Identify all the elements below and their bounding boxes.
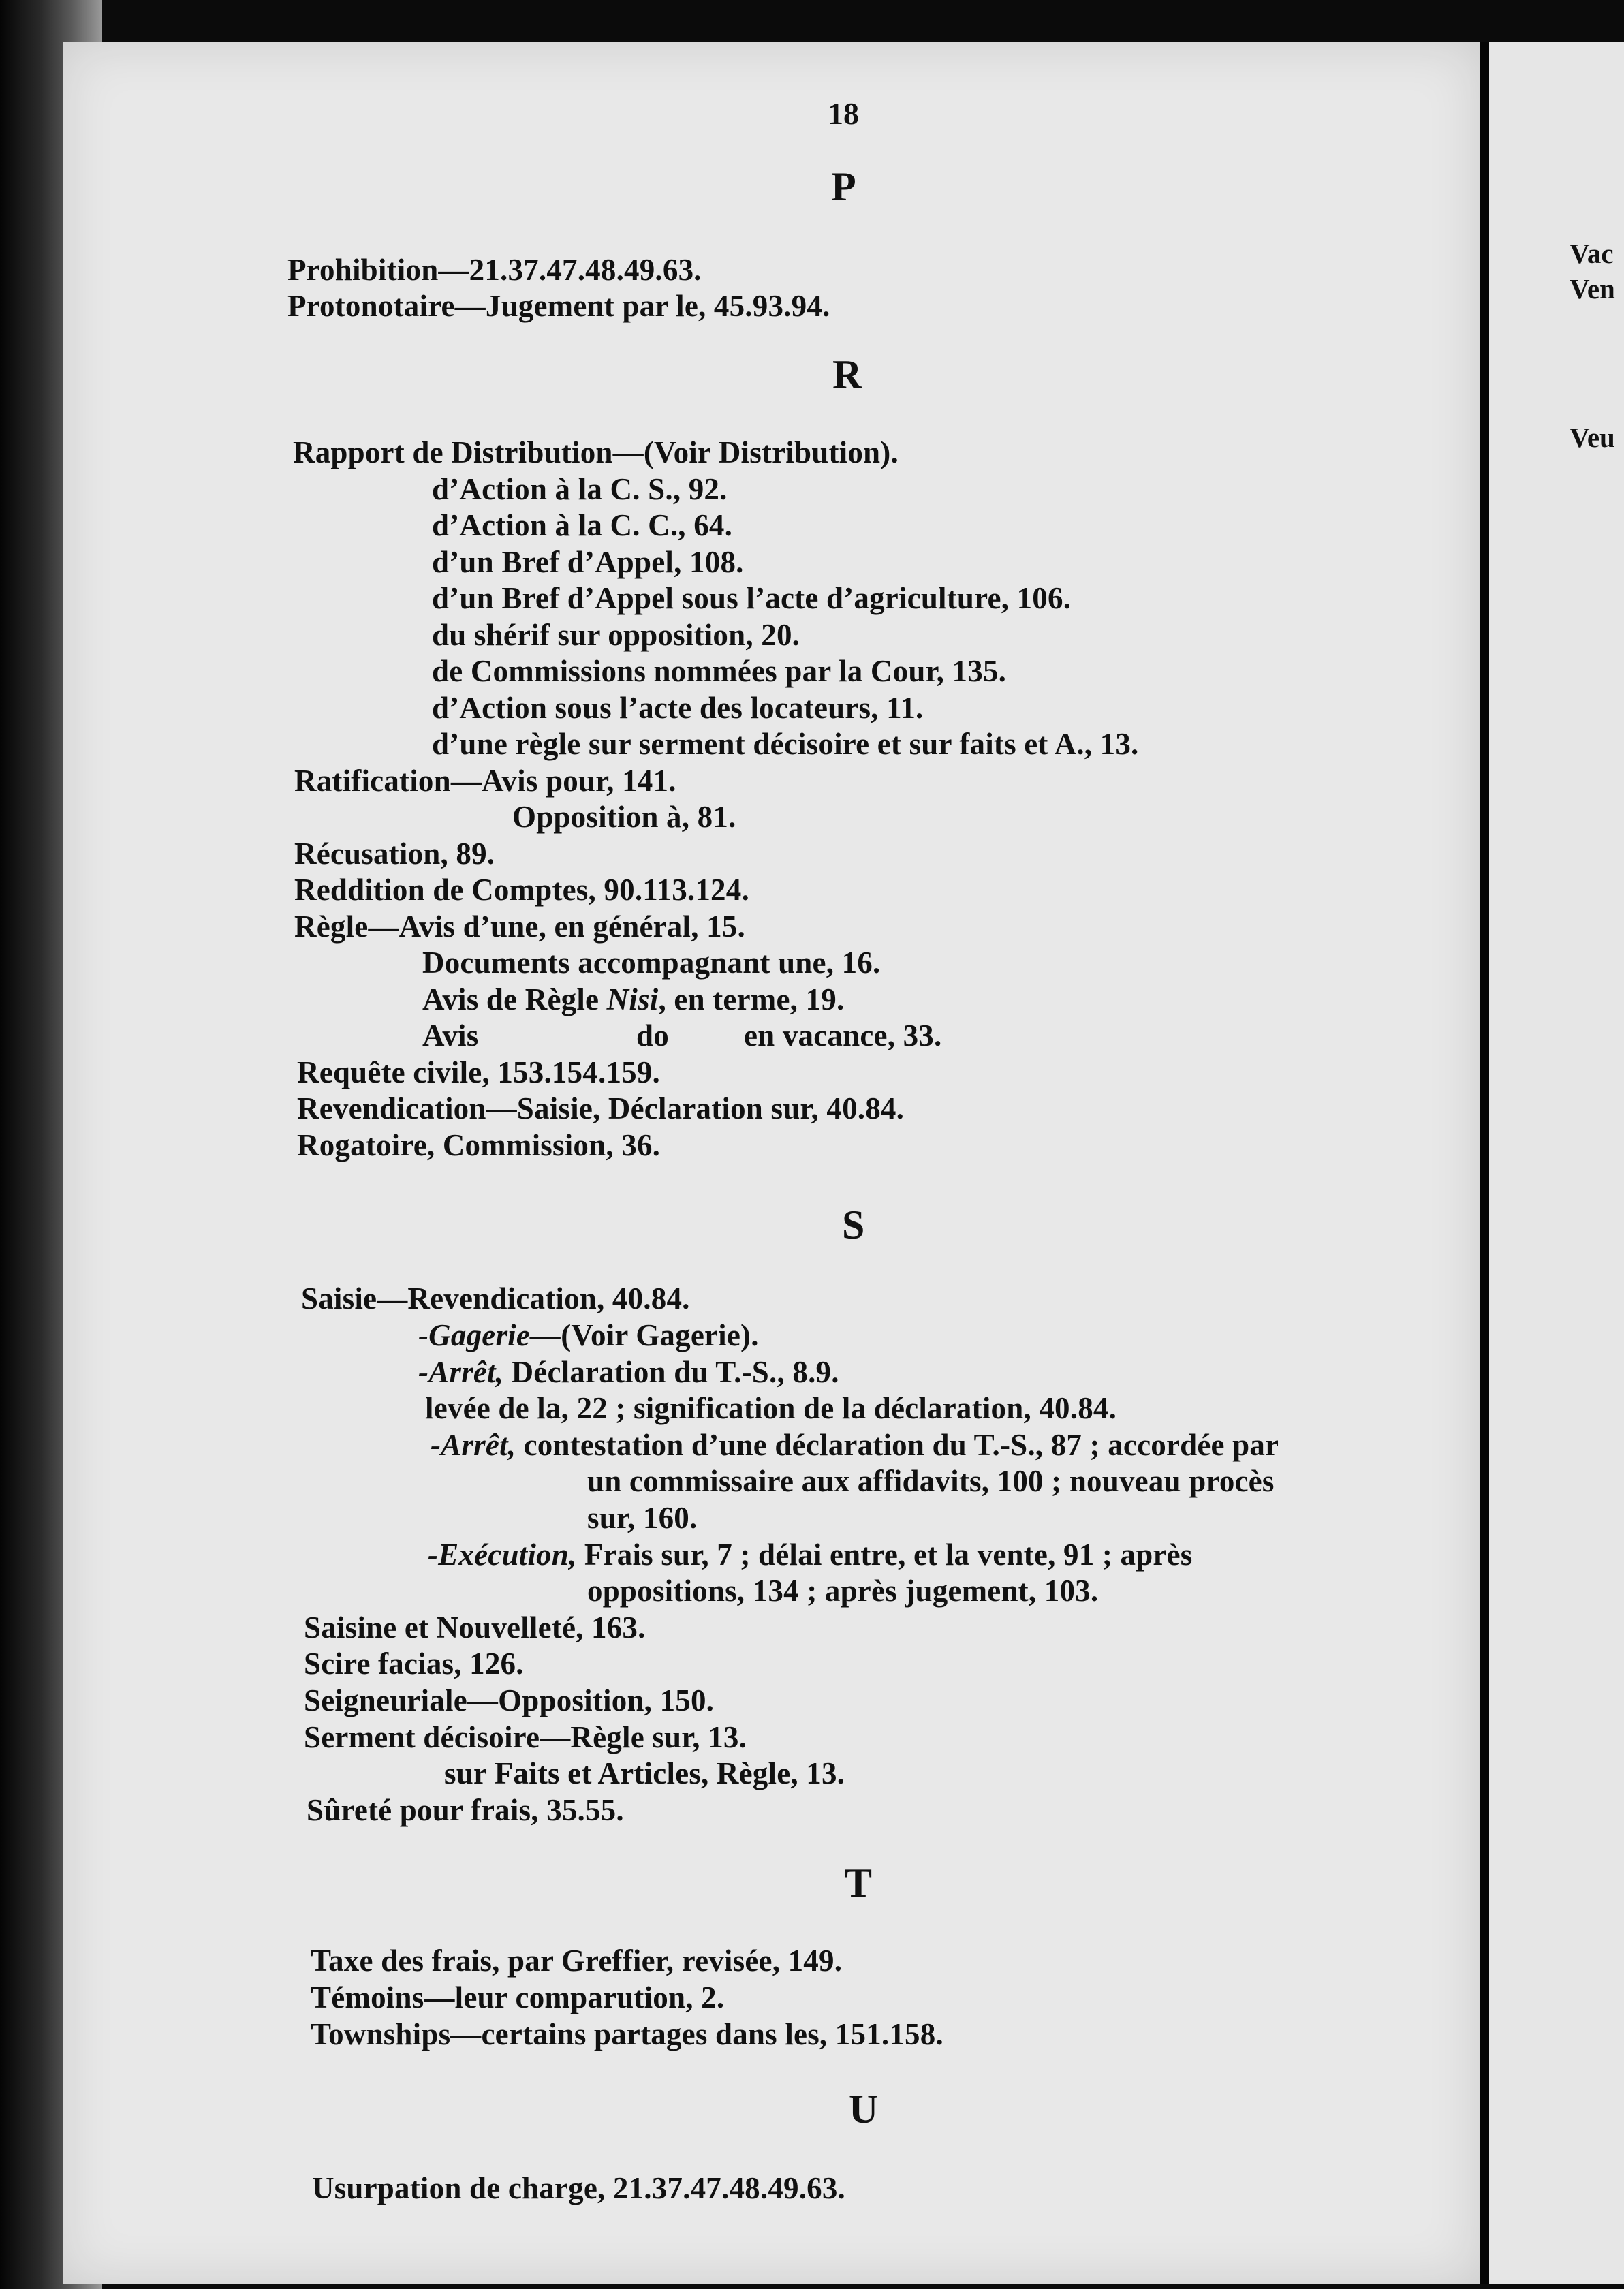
section-letter-s: S (842, 1202, 866, 1247)
index-subentry: sur Faits et Articles, Règle, 13. (444, 1756, 845, 1790)
index-subentry-continued: oppositions, 134 ; après jugement, 103. (587, 1574, 1099, 1608)
index-subentry-continued: sur, 160. (587, 1501, 698, 1535)
section-letter-p: P (831, 164, 858, 209)
ditto-mark: do (636, 1018, 669, 1053)
index-entry: Prohibition—21.37.47.48.49.63. (287, 253, 702, 287)
index-subentry: Avis (422, 1018, 479, 1053)
adjacent-word: Ven (1570, 273, 1615, 305)
index-entry: Récusation, 89. (294, 837, 495, 871)
text-run: Frais sur, 7 ; délai entre, et la vente, 91 ; après (576, 1538, 1193, 1572)
index-subentry: de Commissions nommées par la Cour, 135. (432, 654, 1007, 688)
text-run-italic: Nisi (606, 982, 659, 1016)
index-subentry (422, 982, 844, 1017)
index-subentry: Documents accompagnant une, 16. (422, 946, 881, 980)
index-subentry-continued: un commissaire aux affidavits, 100 ; nouveau procès (587, 1464, 1275, 1498)
index-subentry (418, 1318, 759, 1353)
text-run: (Voir Gagerie). (561, 1318, 759, 1352)
index-entry: Serment décisoire—Règle sur, 13. (304, 1720, 747, 1754)
index-subentry: levée de la, 22 ; signification de la déclaration, 40.84. (425, 1391, 1117, 1425)
index-entry: Revendication—Saisie, Déclaration sur, 40.84. (297, 1091, 905, 1125)
index-entry: Protonotaire—Jugement par le, 45.93.94. (287, 289, 830, 323)
index-entry: Saisie—Revendication, 40.84. (301, 1281, 690, 1315)
index-entry: Townships—certains partages dans les, 151.158. (311, 2017, 943, 2051)
index-entry: Seigneuriale—Opposition, 150. (304, 1683, 715, 1717)
text-run-italic: -Exécution, (428, 1538, 577, 1572)
index-entry: Reddition de Comptes, 90.113.124. (294, 873, 749, 907)
index-subentry (428, 1537, 1192, 1572)
text-run: , en terme, 19. (658, 982, 845, 1016)
index-subentry: du shérif sur opposition, 20. (432, 618, 800, 652)
page-gutter (1480, 42, 1489, 2284)
index-entry: Scire facias, 126. (304, 1647, 524, 1681)
text-run-italic: -Arrêt, (418, 1355, 504, 1389)
index-subentry: d’un Bref d’Appel, 108. (432, 545, 744, 579)
index-subentry: d’une règle sur serment décisoire et sur faits et A., 13. (432, 727, 1139, 761)
index-entry: Témoins—leur comparution, 2. (311, 1980, 725, 2014)
index-subentry: d’Action à la C. C., 64. (432, 508, 733, 542)
adjacent-word: Vac (1570, 238, 1614, 269)
text-run-italic: -Arrêt, (431, 1428, 516, 1462)
index-subentry (418, 1354, 839, 1390)
index-entry: Rapport de Distribution—(Voir Distribution). (293, 435, 899, 469)
index-subentry (431, 1427, 1279, 1463)
page-number: 18 (828, 96, 859, 131)
text-run-italic: -Gagerie— (418, 1318, 561, 1352)
index-entry: Ratification—Avis pour, 141. (294, 764, 676, 798)
section-letter-u: U (849, 2087, 880, 2132)
index-subentry: d’Action sous l’acte des locateurs, 11. (432, 691, 924, 725)
text-run: contestation d’une déclaration du T.-S., 87 ; accordée par (516, 1428, 1279, 1462)
section-letter-t: T (845, 1860, 874, 1905)
adjacent-word: Veu (1570, 422, 1615, 453)
index-subentry: d’Action à la C. S., 92. (432, 472, 728, 506)
index-subentry: Opposition à, 81. (512, 800, 736, 834)
section-letter-r: R (832, 352, 864, 397)
index-subentry: d’un Bref d’Appel sous l’acte d’agriculture, 106. (432, 581, 1072, 615)
index-entry: Taxe des frais, par Greffier, revisée, 149. (311, 1944, 843, 1978)
index-entry: Usurpation de charge, 21.37.47.48.49.63. (312, 2171, 845, 2205)
index-entry: Saisine et Nouvelleté, 163. (304, 1610, 646, 1645)
index-entry: Requête civile, 153.154.159. (297, 1055, 661, 1089)
text-run: Avis de Règle (422, 982, 607, 1016)
index-entry: Règle—Avis d’une, en général, 15. (294, 909, 745, 944)
index-subentry: en vacance, 33. (744, 1018, 942, 1053)
adjacent-page (1489, 42, 1624, 2284)
index-entry: Rogatoire, Commission, 36. (297, 1128, 661, 1162)
index-entry: Sûreté pour frais, 35.55. (307, 1793, 624, 1827)
text-run: Déclaration du T.-S., 8.9. (503, 1355, 839, 1389)
